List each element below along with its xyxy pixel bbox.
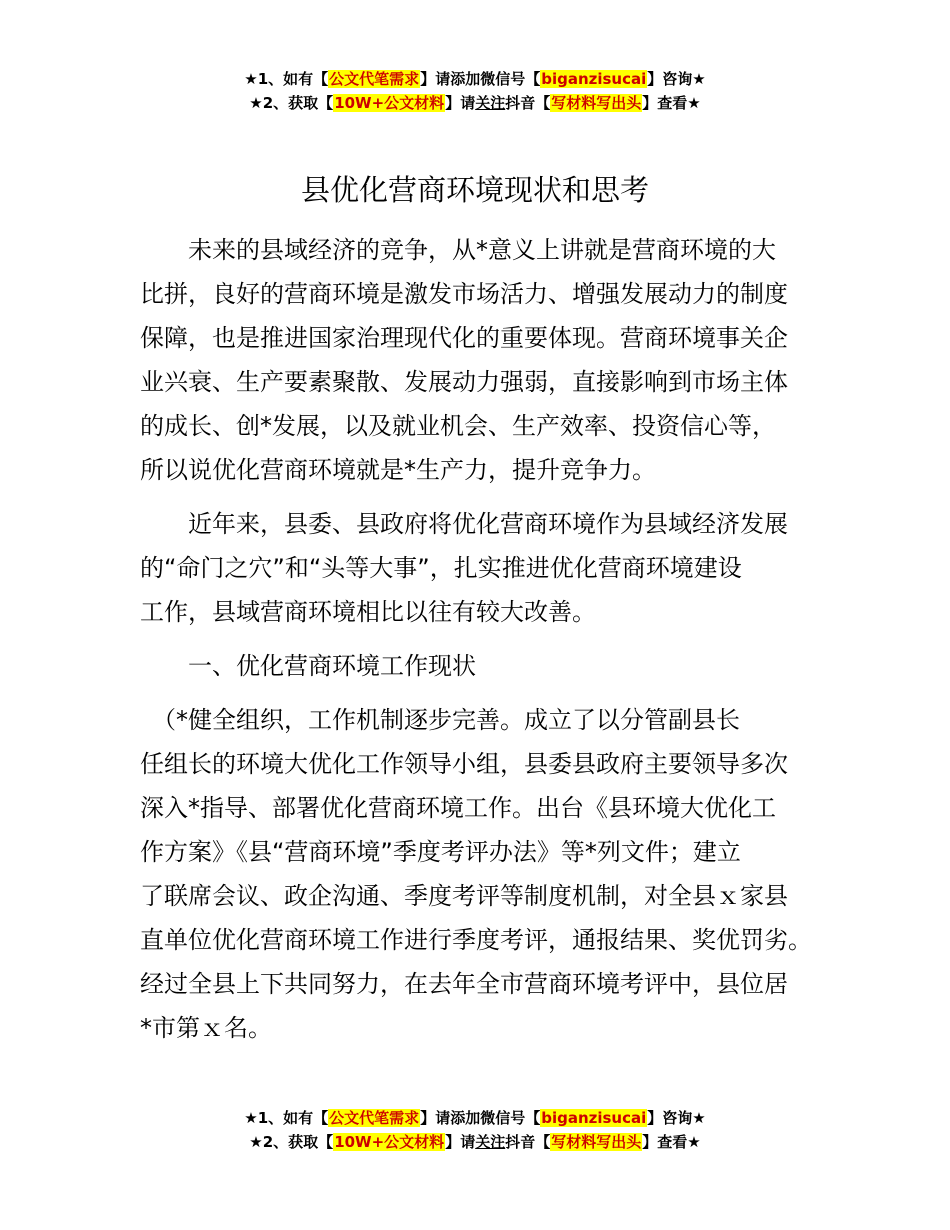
banner-text: ★1、如有【 bbox=[244, 1109, 329, 1127]
paragraph bbox=[140, 502, 830, 634]
highlight-materials-text: 10W+公文材料 bbox=[334, 1133, 445, 1151]
banner-text: ★1、如有【 bbox=[244, 70, 329, 88]
banner-line-2 bbox=[0, 91, 950, 115]
highlight-service-text: 公文代笔需求 bbox=[329, 70, 420, 88]
banner-text: 】咨询★ bbox=[647, 1109, 706, 1127]
footer-banner bbox=[0, 1106, 950, 1154]
text-line: （*健全组织，工作机制逐步完善。成立了以分管副县长 bbox=[140, 706, 740, 734]
text-line: 深入*指导、部署优化营商环境工作。出台《县环境大优化工 bbox=[140, 794, 776, 822]
text-line: 任组长的环境大优化工作领导小组，县委县政府主要领导多次 bbox=[140, 750, 788, 778]
text-line: 一、优化营商环境工作现状 bbox=[140, 652, 476, 680]
banner-text: 】请添加微信号【 bbox=[420, 70, 541, 88]
highlight-materials-text: 10W+公文材料 bbox=[334, 94, 445, 112]
banner-text: 抖音【 bbox=[505, 94, 551, 112]
paragraph-spacer bbox=[140, 634, 830, 644]
banner-line-1 bbox=[0, 1106, 950, 1130]
banner-text: 】咨询★ bbox=[647, 70, 706, 88]
banner-text: 抖音【 bbox=[505, 1133, 551, 1151]
text-line: 经过全县上下共同努力，在去年全市营商环境考评中，县位居 bbox=[140, 970, 788, 998]
text-line: 直单位优化营商环境工作进行季度考评，通报结果、奖优罚劣。 bbox=[140, 926, 812, 954]
text-line: 未来的县域经济的竞争，从*意义上讲就是营商环境的大 bbox=[140, 236, 776, 264]
paragraph-spacer bbox=[140, 688, 830, 698]
text-line: 比拼，良好的营商环境是激发市场活力、增强发展动力的制度 bbox=[140, 280, 788, 308]
highlight-douyin-account: 写材料写出头 bbox=[551, 94, 642, 112]
banner-text: 】查看★ bbox=[642, 1133, 701, 1151]
highlight-wechat-id: biganzisucai bbox=[541, 1109, 647, 1127]
banner-line-2 bbox=[0, 1130, 950, 1154]
follow-text: 关注 bbox=[475, 1133, 506, 1151]
paragraph bbox=[140, 698, 830, 1050]
text-line: 业兴衰、生产要素聚散、发展动力强弱，直接影响到市场主体 bbox=[140, 368, 788, 396]
text-line: 的“命门之穴”和“头等大事”，扎实推进优化营商环境建设 bbox=[140, 554, 742, 582]
text-line: 保障，也是推进国家治理现代化的重要体现。营商环境事关企 bbox=[140, 324, 788, 352]
highlight-service-text: 公文代笔需求 bbox=[329, 1109, 420, 1127]
text-line: 的成长、创*发展，以及就业机会、生产效率、投资信心等， bbox=[140, 412, 776, 440]
banner-text: 】查看★ bbox=[642, 94, 701, 112]
document-title: 县优化营商环境现状和思考 bbox=[300, 173, 649, 207]
text-line: *市第ｘ名。 bbox=[140, 1014, 272, 1042]
text-line: 作方案》《县“营商环境”季度考评办法》等*列文件；建立 bbox=[140, 838, 741, 866]
banner-text: ★2、获取【 bbox=[249, 1133, 334, 1151]
header-banner bbox=[0, 67, 950, 115]
paragraph-spacer bbox=[140, 492, 830, 502]
banner-text: 】请 bbox=[445, 94, 476, 112]
text-line: 工作，县域营商环境相比以往有较大改善。 bbox=[140, 598, 596, 626]
text-line: 所以说优化营商环境就是*生产力，提升竞争力。 bbox=[140, 456, 656, 484]
text-line: 近年来，县委、县政府将优化营商环境作为县域经济发展 bbox=[140, 510, 788, 538]
highlight-douyin-account: 写材料写出头 bbox=[551, 1133, 642, 1151]
highlight-wechat-id: biganzisucai bbox=[541, 70, 647, 88]
banner-text: 】请添加微信号【 bbox=[420, 1109, 541, 1127]
text-line: 了联席会议、政企沟通、季度考评等制度机制，对全县ｘ家县 bbox=[140, 882, 788, 910]
banner-text: 】请 bbox=[445, 1133, 476, 1151]
paragraph bbox=[140, 228, 830, 492]
banner-line-1 bbox=[0, 67, 950, 91]
section-heading bbox=[140, 644, 830, 688]
document-body bbox=[140, 228, 830, 1050]
banner-text: ★2、获取【 bbox=[249, 94, 334, 112]
follow-text: 关注 bbox=[475, 94, 506, 112]
